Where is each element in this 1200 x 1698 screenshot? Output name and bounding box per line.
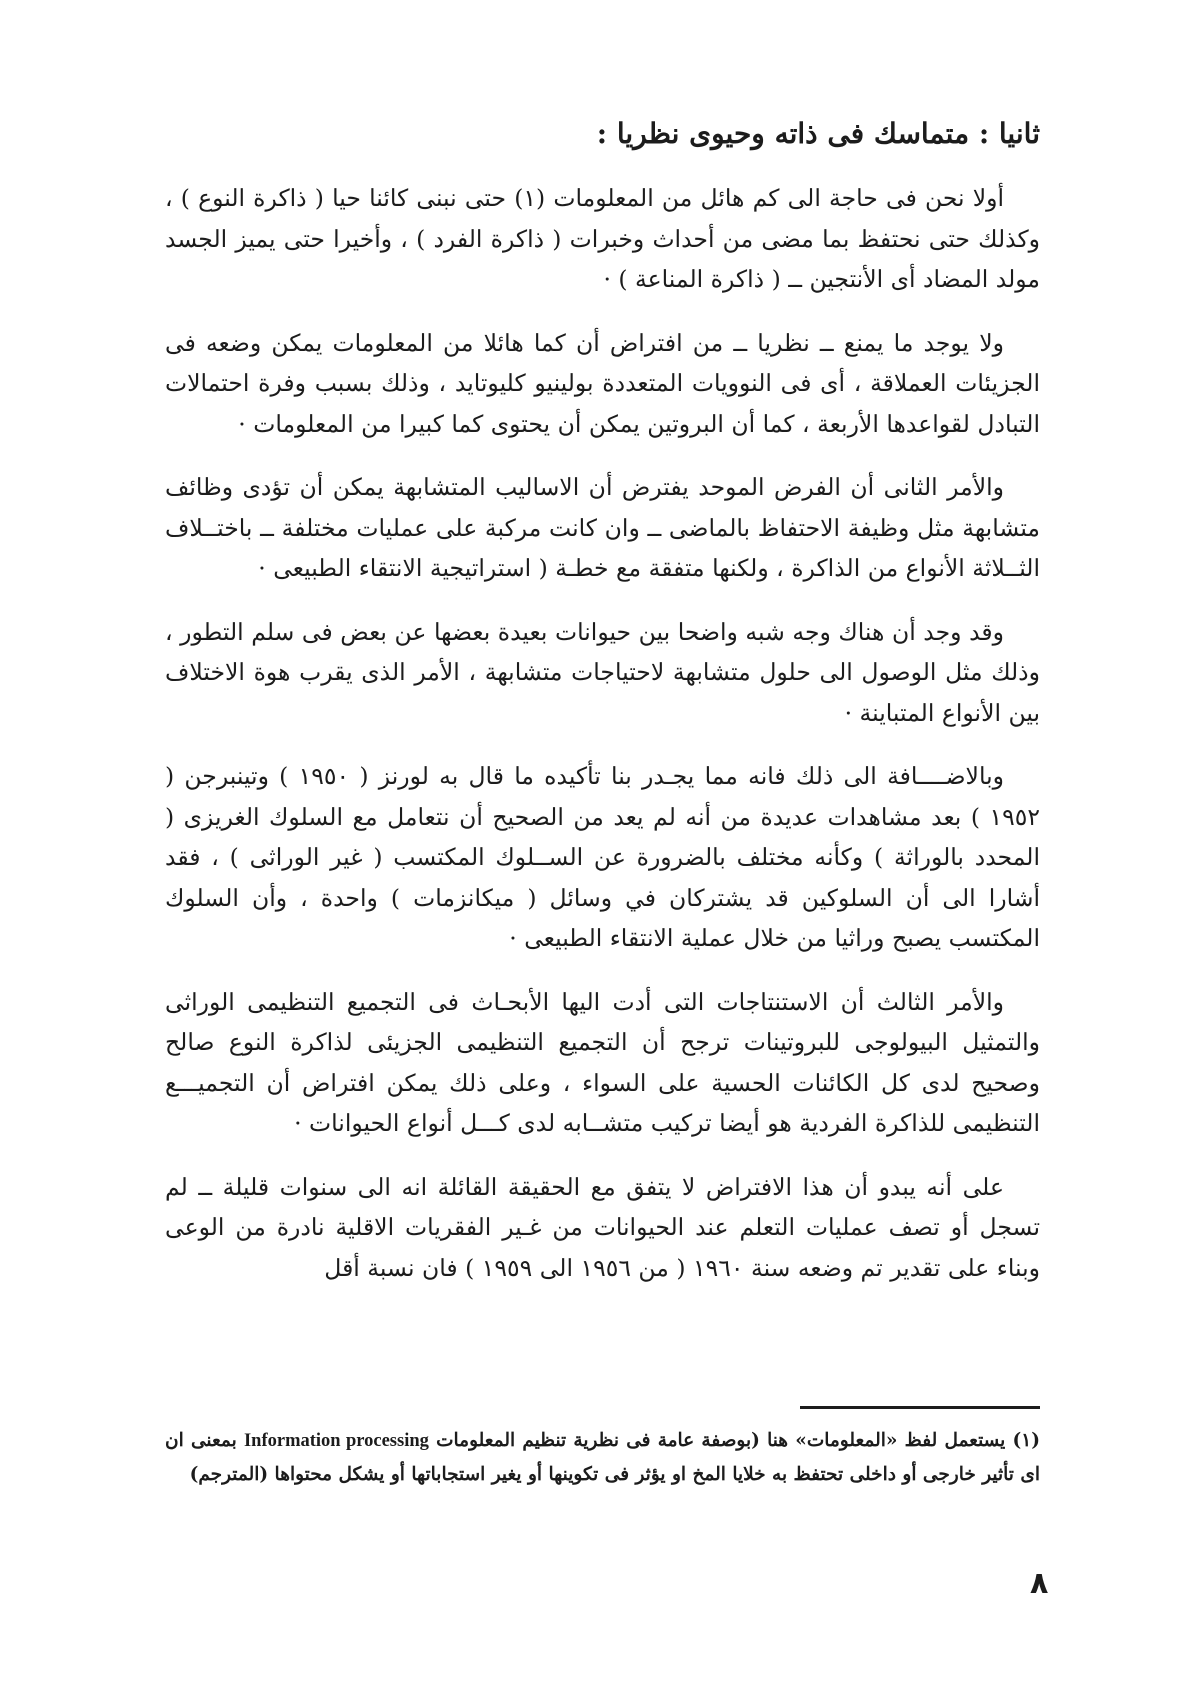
paragraph: وبالاضــــافة الى ذلك فانه مما يجـدر بنا تأكيده ما قال به لورنز ( ١٩٥٠ ) وتينبرجن ( ١٩٥٢ ) بعد مشاهدات عديدة من أنه لم يعد من الصحيح أن نتعامل مع السلوك الغريزى ( المحدد بالوراثة ) وكأنه مختلف بالضرورة عن الســلوك المكتسب ( غير الوراثى ) ، فقد أشارا الى أن السلوكين قد يشتركان في وسائل ( ميكانزمات ) واحدة ، وأن السلوك المكتسب يصبح وراثيا من خلال عملية الانتقاء الطبيعى ·: [165, 762, 1040, 952]
paragraph: على أنه يبدو أن هذا الافتراض لا يتفق مع الحقيقة القائلة انه الى سنوات قليلة ــ لم تسجل أو تصف عمليات التعلم عند الحيوانات من غـير الفقريات الاقلية نادرة من الوعى وبناء على تقدير تم وضعه سنة ١٩٦٠ ( من ١٩٥٦ الى ١٩٥٩ ) فان نسبة أقل: [165, 1172, 1040, 1282]
page-body: [165, 112, 1040, 1311]
paragraph: والأمر الثانى أن الفرض الموحد يفترض أن الاساليب المتشابهة يمكن أن تؤدى وظائف متشابهة مثل وظيفة الاحتفاظ بالماضى ــ وان كانت مركبة على عمليات مختلفة ــ باختــلاف الثــلاثة الأنواع من الذاكرة ، ولكنها متفقة مع خطـة ( استراتيجية الانتقاء الطبيعى ·: [165, 473, 1040, 582]
section-heading: ثانيا : متماسك فى ذاته وحيوى نظريا :: [596, 117, 1040, 150]
paragraph: أولا نحن فى حاجة الى كم هائل من المعلومات (١) حتى نبنى كائنا حيا ( ذاكرة النوع ) ، وكذلك حتى نحتفظ بما مضى من أحداث وخبرات ( ذاكرة الفرد ) ، وأخيرا حتى يميز الجسد مولد المضاد أى الأنتجين ــ ( ذاكرة المناعة ) ·: [165, 184, 1040, 293]
footnote: [165, 1424, 1040, 1491]
paragraph: ولا يوجد ما يمنع ــ نظريا ــ من افتراض أن كما هائلا من المعلومات يمكن وضعه فى الجزيئات العملاقة ، أى فى النوويات المتعددة بولينيو كليوتايد ، وذلك بسبب وفرة احتمالات التبادل لقواعدها الأربعة ، كما أن البروتين يمكن أن يحتوى كما كبيرا من المعلومات ·: [165, 328, 1040, 438]
footnote-text-start: (١) يستعمل لفظ «المعلومات» هنا (بوصفة عامة فى نظرية تنظيم المعلومات: [428, 1430, 1040, 1451]
page-number: ٨: [1030, 1566, 1049, 1601]
footnote-text-end: بمعنى ان اى تأثير خارجى أو داخلى تحتفظ به خلايا المخ او يؤثر فى تكوينها أو يغير استجاباتها أو يشكل محتواها (المترجم): [165, 1430, 1040, 1485]
footnote-english-term: Information processing: [243, 1431, 429, 1451]
paragraph: والأمر الثالث أن الاستنتاجات التى أدت اليها الأبحـاث فى التجميع التنظيمى الوراثى والتمثيل البيولوجى للبروتينات ترجح أن التجميع التنظيمى الجزيئى لذاكرة النوع صالح وصحيح لدى كل الكائنات الحسية على السواء ، وعلى ذلك يمكن افتراض أن التجميـــع التنظيمى للذاكرة الفردية هو أيضا تركيب متشــابه لدى كـــل أنواع الحيوانات ·: [165, 987, 1040, 1137]
footnote-divider: [800, 1406, 1040, 1409]
paragraph: وقد وجد أن هناك وجه شبه واضحا بين حيوانات بعيدة بعضها عن بعض فى سلم التطور ، وذلك مثل الوصول الى حلول متشابهة لاحتياجات متشابهة ، الأمر الذى يقرب هوة الاختلاف بين الأنواع المتباينة ·: [165, 617, 1040, 727]
